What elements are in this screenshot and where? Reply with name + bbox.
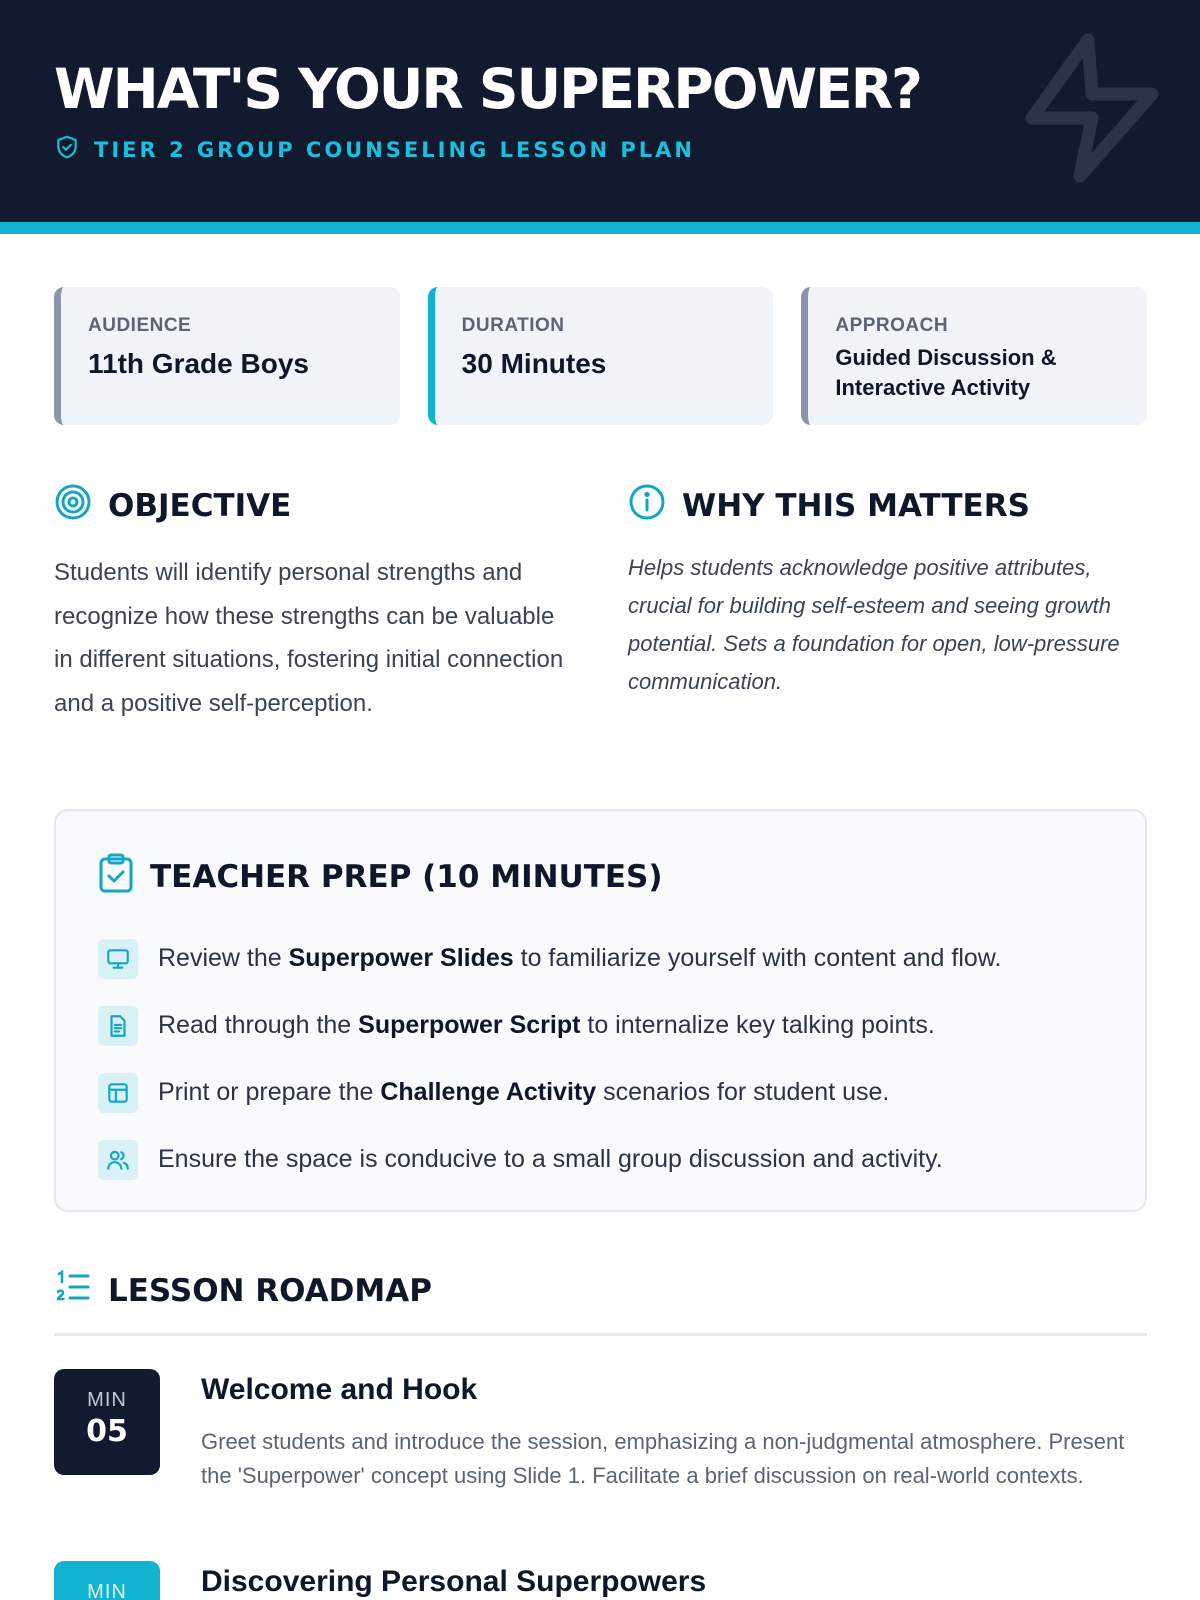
clipboard-check-icon (98, 853, 134, 901)
list-item (98, 992, 1105, 1059)
monitor-icon (98, 939, 138, 979)
info-card-label: AUDIENCE (88, 315, 192, 336)
why-heading (628, 483, 1148, 529)
list-item (98, 925, 1105, 992)
info-card-value: Guided Discussion & Interactive Activity (835, 345, 1057, 400)
step-title: Discovering Personal Superpowers (201, 1565, 707, 1598)
shield-check-icon (54, 134, 80, 165)
why-text: Helps students acknowledge positive attributes, crucial for building self-esteem and seeing growth potential. Sets a foundation for open, low-pressure communication. (628, 555, 1120, 694)
prep-item-text: Review the Superpower Slides to familiarize yourself with content and flow. (158, 944, 1002, 972)
objective-section (54, 483, 574, 725)
why-heading-text: WHY THIS MATTERS (682, 488, 1030, 524)
step-description: Greet students and introduce the session, emphasizing a non-judgmental atmosphere. Present the 'Superpower' concept using Slide 1. Facilitate a brief discussion on real-world contexts. (201, 1429, 1125, 1488)
divider (54, 1333, 1147, 1336)
roadmap-step (54, 1369, 1147, 1529)
prep-item-text: Print or prepare the Challenge Activity scenarios for student use. (158, 1078, 890, 1106)
list-item (98, 1126, 1105, 1193)
info-card-value: 11th Grade Boys (88, 348, 309, 379)
step-time-badge (54, 1561, 160, 1600)
objective-heading (54, 483, 574, 529)
info-icon (628, 483, 666, 529)
info-card-audience (54, 287, 400, 425)
list-item (98, 1059, 1105, 1126)
prep-item-text: Read through the Superpower Script to internalize key talking points. (158, 1011, 935, 1039)
roadmap-step (54, 1561, 1147, 1600)
lesson-roadmap-section (54, 1268, 1147, 1600)
users-icon (98, 1140, 138, 1180)
info-card-duration (428, 287, 774, 425)
step-time-value: 05 (86, 1414, 128, 1449)
info-card-approach (801, 287, 1147, 425)
teacher-prep-panel (54, 809, 1147, 1212)
prep-item-text: Ensure the space is conducive to a small group discussion and activity. (158, 1145, 943, 1173)
step-title: Welcome and Hook (201, 1373, 478, 1406)
step-time-label: MIN (87, 1389, 127, 1411)
info-card-label: DURATION (461, 315, 565, 336)
info-card-value: 30 Minutes (461, 348, 607, 379)
page-subtitle-text: TIER 2 GROUP COUNSELING LESSON PLAN (94, 137, 695, 162)
numbered-list-icon (54, 1268, 92, 1314)
step-time-label: MIN (87, 1581, 127, 1600)
page-title: WHAT'S YOUR SUPERPOWER? (54, 57, 921, 121)
target-icon (54, 483, 92, 529)
step-time-badge (54, 1369, 160, 1475)
objective-text: Students will identify personal strengths and recognize how these strengths can be valuable in different situations, fostering initial connection and a positive self-perception. (54, 559, 564, 717)
lesson-roadmap-heading (54, 1268, 1147, 1314)
lightning-bolt-icon (1022, 30, 1164, 186)
info-cards (54, 287, 1147, 425)
header-accent-bar (0, 222, 1200, 234)
lesson-roadmap-heading-text: LESSON ROADMAP (108, 1273, 432, 1309)
layout-icon (98, 1073, 138, 1113)
teacher-prep-heading (98, 853, 1105, 901)
page-subtitle (54, 134, 695, 165)
document-icon (98, 1006, 138, 1046)
teacher-prep-list (98, 925, 1105, 1193)
objective-heading-text: OBJECTIVE (108, 488, 292, 524)
why-section (628, 483, 1148, 701)
page-header (0, 0, 1200, 222)
info-card-label: APPROACH (835, 315, 949, 336)
teacher-prep-heading-text: TEACHER PREP (10 MINUTES) (150, 859, 663, 895)
